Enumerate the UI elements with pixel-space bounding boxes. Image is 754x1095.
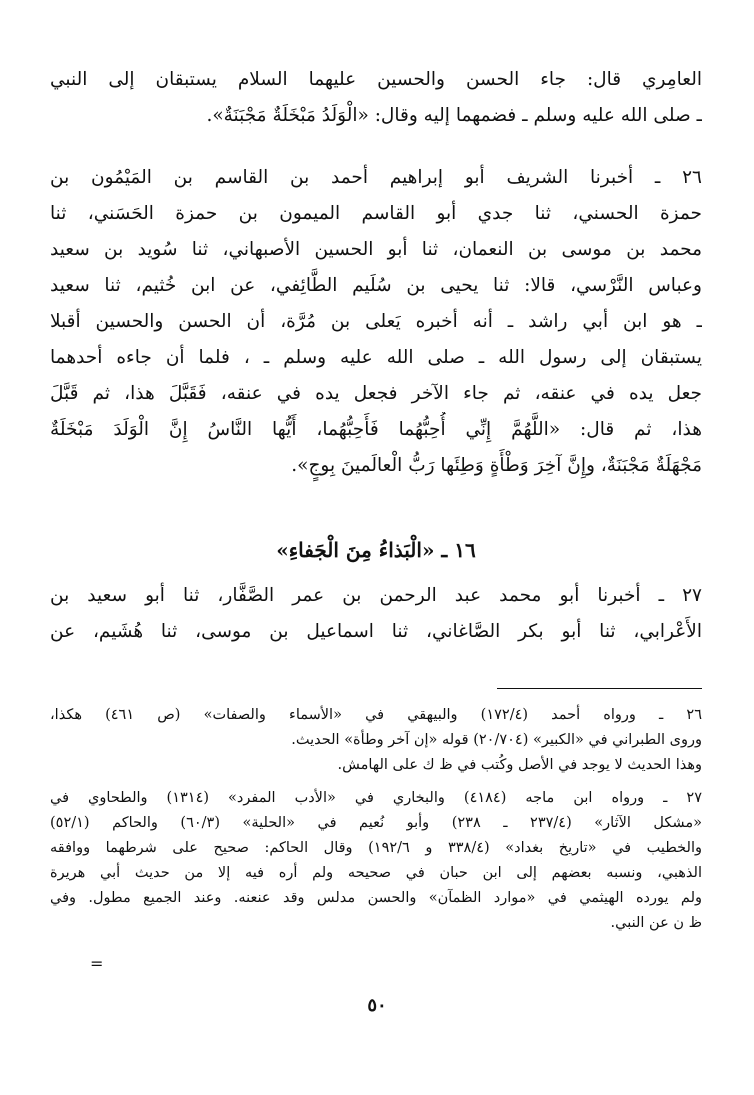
- text-line: ـ صلى الله عليه وسلم ـ فضمهما إليه وقال: «الْوَلَدُ مَبْخَلَةٌ مَجْبَنَةٌ».: [206, 105, 702, 126]
- text-line: وعباس النَّرْسي، قالا: ثنا يحيى بن سُلَيم الطَّائِفي، عن ابن خُثيم، ثنا سعيد: [50, 275, 702, 296]
- footnote-line: ٢٦ ـ ورواه أحمد (١٧٢/٤) والبيهقي في «الأسماء والصفات» (ص ٤٦١) هكذا،: [50, 707, 702, 723]
- margin-mark: =: [90, 954, 104, 973]
- opening-paragraph: [50, 62, 702, 134]
- text-line: ـ هو ابن أبي راشد ـ أنه أخبره يَعلى بن مُرَّة، أن الحسن والحسين أقبلا: [50, 311, 702, 332]
- text-line: الأَعْرابي، ثنا أبو بكر الصَّاغاني، ثنا اسماعيل بن موسى، ثنا هُشَيم، عن: [50, 621, 702, 642]
- text-line: العامِري قال: جاء الحسن والحسين عليهما السلام يستبقان إلى النبي: [50, 69, 702, 90]
- text-line: هذا، ثم قال: «اللَّهُمَّ إِنِّي أُحِبُّهُما فَأَحِبُّهُما، أَيُّها النَّاسُ إِنَّ الْوَلَدَ مَبْخَلَةٌ: [50, 419, 702, 440]
- footnote-line: وهذا الحديث لا يوجد في الأصل وكُتب في ظ ك على الهامش.: [337, 757, 702, 773]
- footnote-gap: [50, 778, 702, 786]
- footnote-line: ٢٧ ـ ورواه ابن ماجه (٤١٨٤) والبخاري في «الأدب المفرد» (١٣١٤) والطحاوي في: [50, 790, 702, 806]
- footnotes: [50, 703, 702, 936]
- footnote-line: وروى الطبراني في «الكبير» (٢٠/٧٠٤) قوله «إن آخر وطأة» الحديث.: [291, 732, 702, 748]
- hadith-26-paragraph: [50, 160, 702, 484]
- page-number: ٥٠: [367, 995, 387, 1016]
- footnote-line: «مشكل الآثار» (٢٣٧/٤ ـ ٢٣٨) وأبو نُعيم في «الحلية» (٦٠/٣) والحاكم (٥٢/١): [50, 815, 702, 831]
- footnote-separator: [497, 688, 702, 689]
- hadith-27-paragraph: [50, 578, 702, 650]
- section-heading: ١٦ ـ «الْبَذاءُ مِنَ الْجَفاءِ»: [276, 538, 476, 562]
- text-line: ٢٧ ـ أخبرنا أبو محمد عبد الرحمن بن عمر الصَّفَّار، ثنا أبو سعيد بن: [50, 585, 702, 606]
- text-line: يستبقان إلى رسول الله ـ صلى الله عليه وسلم ـ ، فلما أن جاءه أحدهما: [50, 347, 702, 368]
- text-line: حمزة الحسني، ثنا جدي أبو القاسم الميمون بن حمزة الحَسَني، ثنا: [50, 203, 702, 224]
- footnote-line: الذهبي، ونسبه بعضهم إلى ابن حبان في صحيحه ولم أره فيه إلا من حديث أبي هريرة: [50, 865, 702, 881]
- text-line: ٢٦ ـ أخبرنا الشريف أبو إبراهيم أحمد بن القاسم بن المَيْمُون بن: [50, 167, 702, 188]
- footnote-line: والخطيب في «تاريخ بغداد» (٣٣٨/٤ و ١٩٢/٦) وقال الحاكم: صحيح على شرطهما ووافقه: [50, 840, 702, 856]
- text-line: جعل يده في عنقه، ثم جاء الآخر فجعل يده في عنقه، فَقَبَّلَ هذا، ثم قَبَّلَ: [50, 383, 702, 404]
- text-line: مَجْهَلَةٌ مَجْبَنَةٌ، وإِنَّ آخِرَ وَطْأَةٍ وَطِئَها رَبُّ الْعالَمينَ بِوجٍ».: [291, 455, 702, 476]
- footnote-line: ولم يورده الهيثمي في «موارد الظمآن» والحسن مدلس وقد عنعنه. وعند الجميع مطول. وفي: [50, 890, 702, 906]
- footnote-line: ظ ن عن النبي.: [610, 915, 702, 931]
- text-line: محمد بن موسى بن النعمان، ثنا أبو الحسين الأصبهاني، ثنا سُويد بن سعيد: [50, 239, 702, 260]
